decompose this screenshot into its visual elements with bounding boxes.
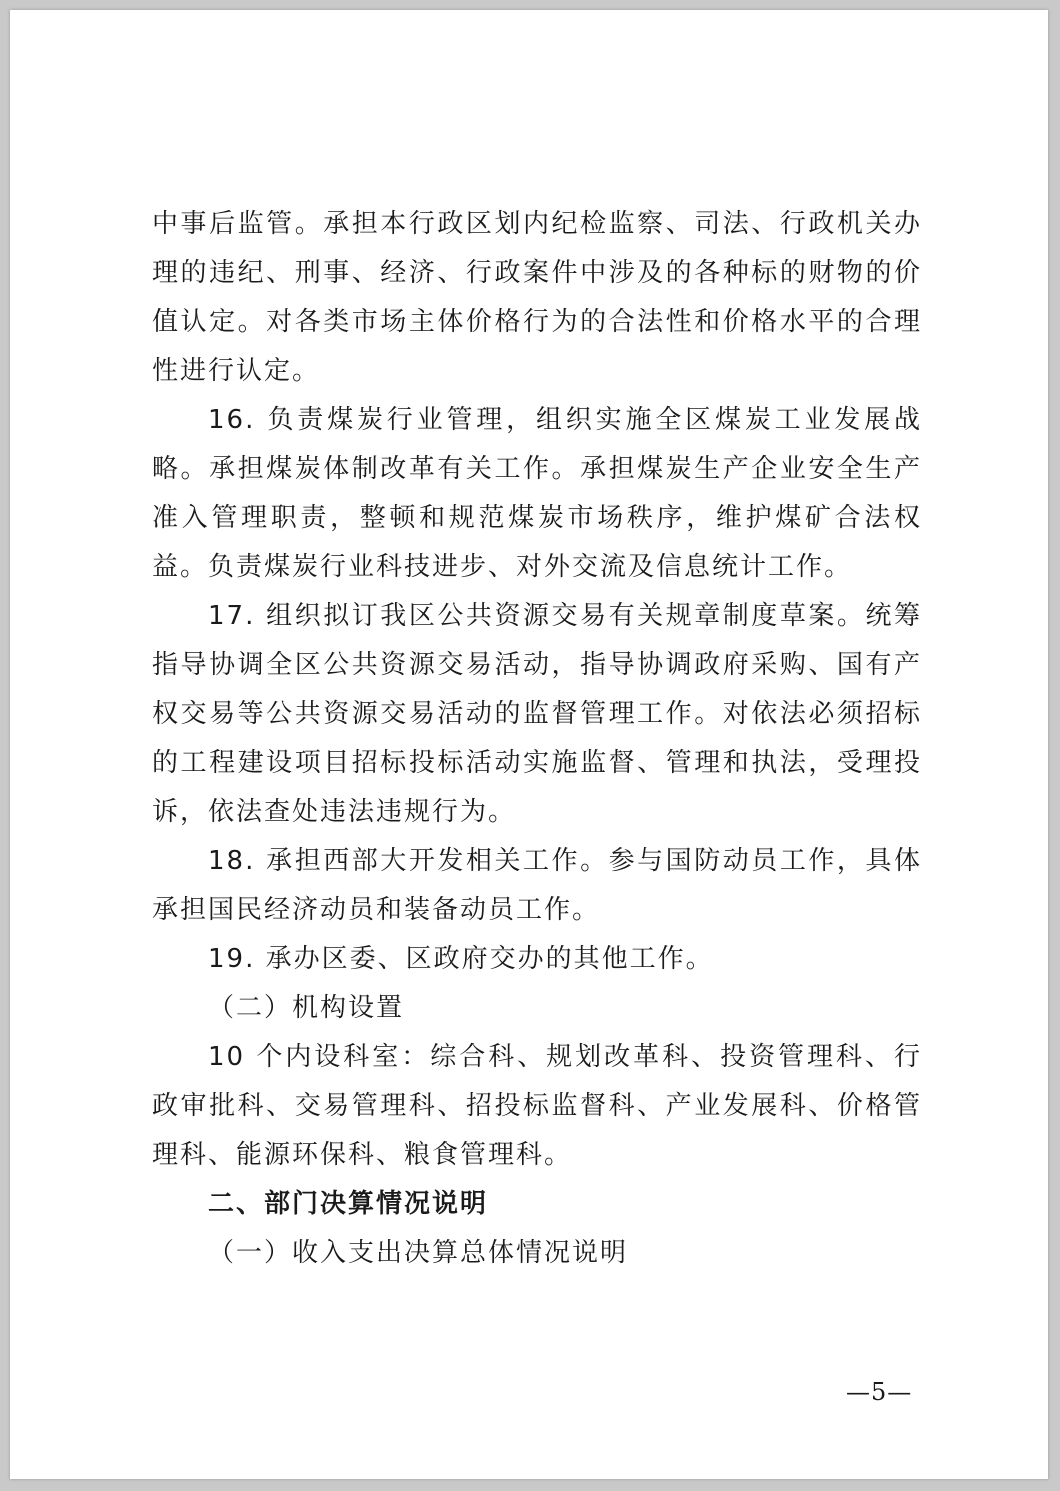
paragraph-departments: 10 个内设科室：综合科、规划改革科、投资管理科、行政审批科、交易管理科、招投标监督科、产业发展科、价格管理科、能源环保科、粮食管理科。 (152, 1042, 922, 1170)
paragraph-item-16: 16. 负责煤炭行业管理，组织实施全区煤炭工业发展战略。承担煤炭体制改革有关工作。承担煤炭生产企业安全生产准入管理职责，整顿和规范煤炭市场秩序，维护煤矿合法权益。负责煤炭行业科技进步、对外交流及信息统计工作。 (152, 405, 922, 582)
paragraph-item-17: 17. 组织拟订我区公共资源交易有关规章制度草案。统筹指导协调全区公共资源交易活动，指导协调政府采购、国有产权交易等公共资源交易活动的监督管理工作。对依法必须招标的工程建设项目招标投标活动实施监督、管理和执法，受理投诉，依法查处违法违规行为。 (152, 601, 922, 827)
subsection-heading: （一）收入支出决算总体情况说明 (208, 1238, 629, 1268)
document-body (152, 200, 922, 1278)
paragraph-item-19: 19. 承办区委、区政府交办的其他工作。 (208, 944, 714, 974)
subheading-organization: （二）机构设置 (208, 993, 405, 1023)
paragraph-item-18: 18. 承担西部大开发相关工作。参与国防动员工作，具体承担国民经济动员和装备动员工作。 (152, 846, 922, 925)
page-number: —5— (846, 1378, 913, 1406)
paragraph-continued: 中事后监管。承担本行政区划内纪检监察、司法、行政机关办理的违纪、刑事、经济、行政案件中涉及的各种标的财物的价值认定。对各类市场主体价格行为的合法性和价格水平的合理性进行认定。 (152, 209, 922, 386)
section-heading: 二、部门决算情况说明 (208, 1189, 489, 1219)
document-page (10, 10, 1048, 1479)
